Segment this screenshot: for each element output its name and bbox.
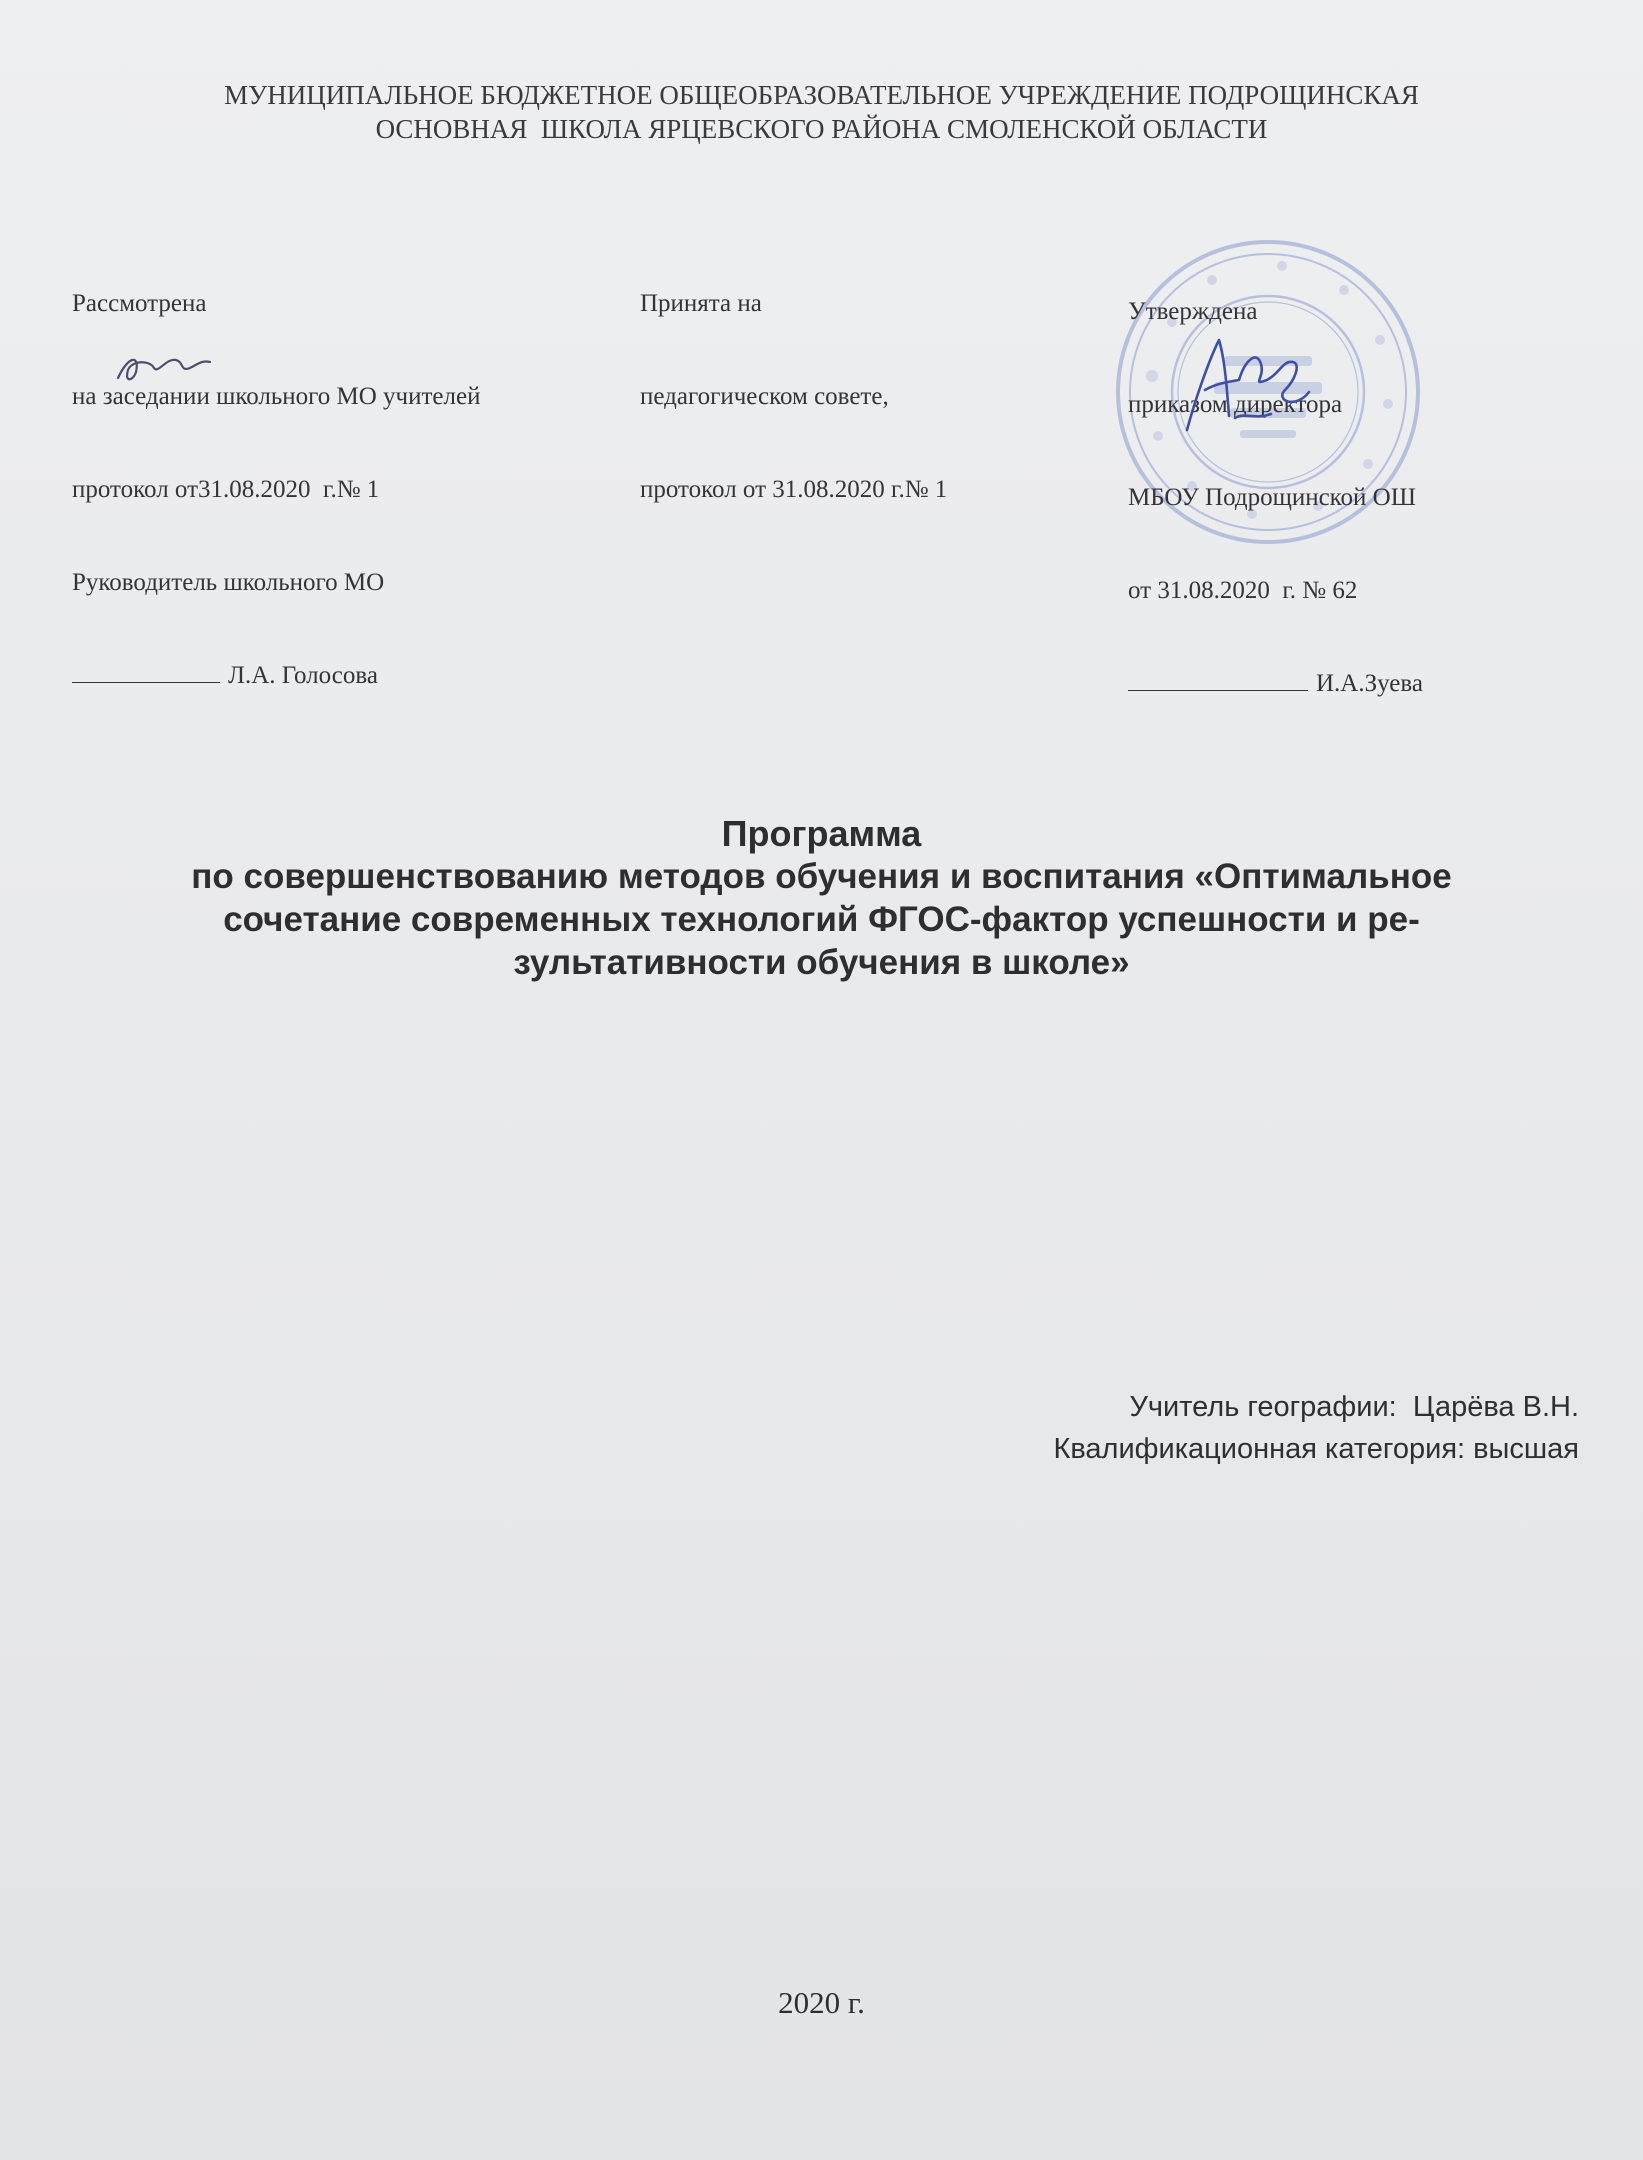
reviewed-line-2: на заседании школьного МО учителей: [72, 383, 481, 410]
approval-block-reviewed: [72, 226, 480, 753]
institution-header-line-2: ОСНОВНАЯ ШКОЛА ЯРЦЕВСКОГО РАЙОНА СМОЛЕНСКОЙ ОБЛАСТИ: [375, 114, 1268, 144]
reviewed-line-4: Руководитель школьного МО: [72, 569, 385, 596]
reviewed-signer-line: [72, 660, 480, 691]
reviewed-line-3: протокол от31.08.2020 г.№ 1: [72, 476, 380, 503]
program-title-line-4: зультативности обучения в школе»: [513, 943, 1130, 982]
reviewed-signer-name: Л.А. Голосова: [228, 662, 378, 689]
approval-block-approved: [1128, 234, 1423, 761]
accepted-line-1: Принята на: [640, 290, 762, 317]
document-year: 2020 г.: [778, 1985, 865, 2020]
program-title-heading: Программа: [721, 813, 922, 854]
accepted-line-2: педагогическом совете,: [640, 383, 889, 410]
approved-line-3: МБОУ Подрощинской ОШ: [1128, 484, 1416, 511]
program-title-line-2: по совершенствованию методов обучения и воспитания «Оптимальное: [191, 857, 1452, 896]
teacher-category: Квалификационная категория: высшая: [1053, 1433, 1579, 1465]
approved-line-4: от 31.08.2020 г. № 62: [1128, 577, 1358, 604]
approved-signer-name: И.А.Зуева: [1316, 670, 1423, 697]
approval-block-accepted: [640, 226, 947, 567]
institution-header-line-1: МУНИЦИПАЛЬНОЕ БЮДЖЕТНОЕ ОБЩЕОБРАЗОВАТЕЛЬНОЕ УЧРЕЖДЕНИЕ ПОДРОЩИНСКАЯ: [224, 80, 1419, 110]
reviewed-line-1: Рассмотрена: [72, 290, 207, 317]
approved-line-2: приказом директора: [1128, 391, 1343, 418]
right-signature-mark: [1175, 320, 1325, 445]
left-signature-mark: [110, 350, 220, 390]
signature-line: [1128, 668, 1308, 691]
teacher-name: Учитель географии: Царёва В.Н.: [1129, 1391, 1579, 1423]
signature-line: [72, 660, 220, 683]
program-title: [40, 812, 1603, 984]
program-title-line-3: сочетание современных технологий ФГОС-фактор успешности и ре-: [223, 900, 1420, 939]
approved-signer-line: [1128, 668, 1423, 699]
institution-header: [0, 78, 1643, 146]
teacher-info: [1053, 1386, 1579, 1470]
accepted-line-3: протокол от 31.08.2020 г.№ 1: [640, 476, 948, 503]
approved-line-1: Утверждена: [1128, 298, 1258, 325]
